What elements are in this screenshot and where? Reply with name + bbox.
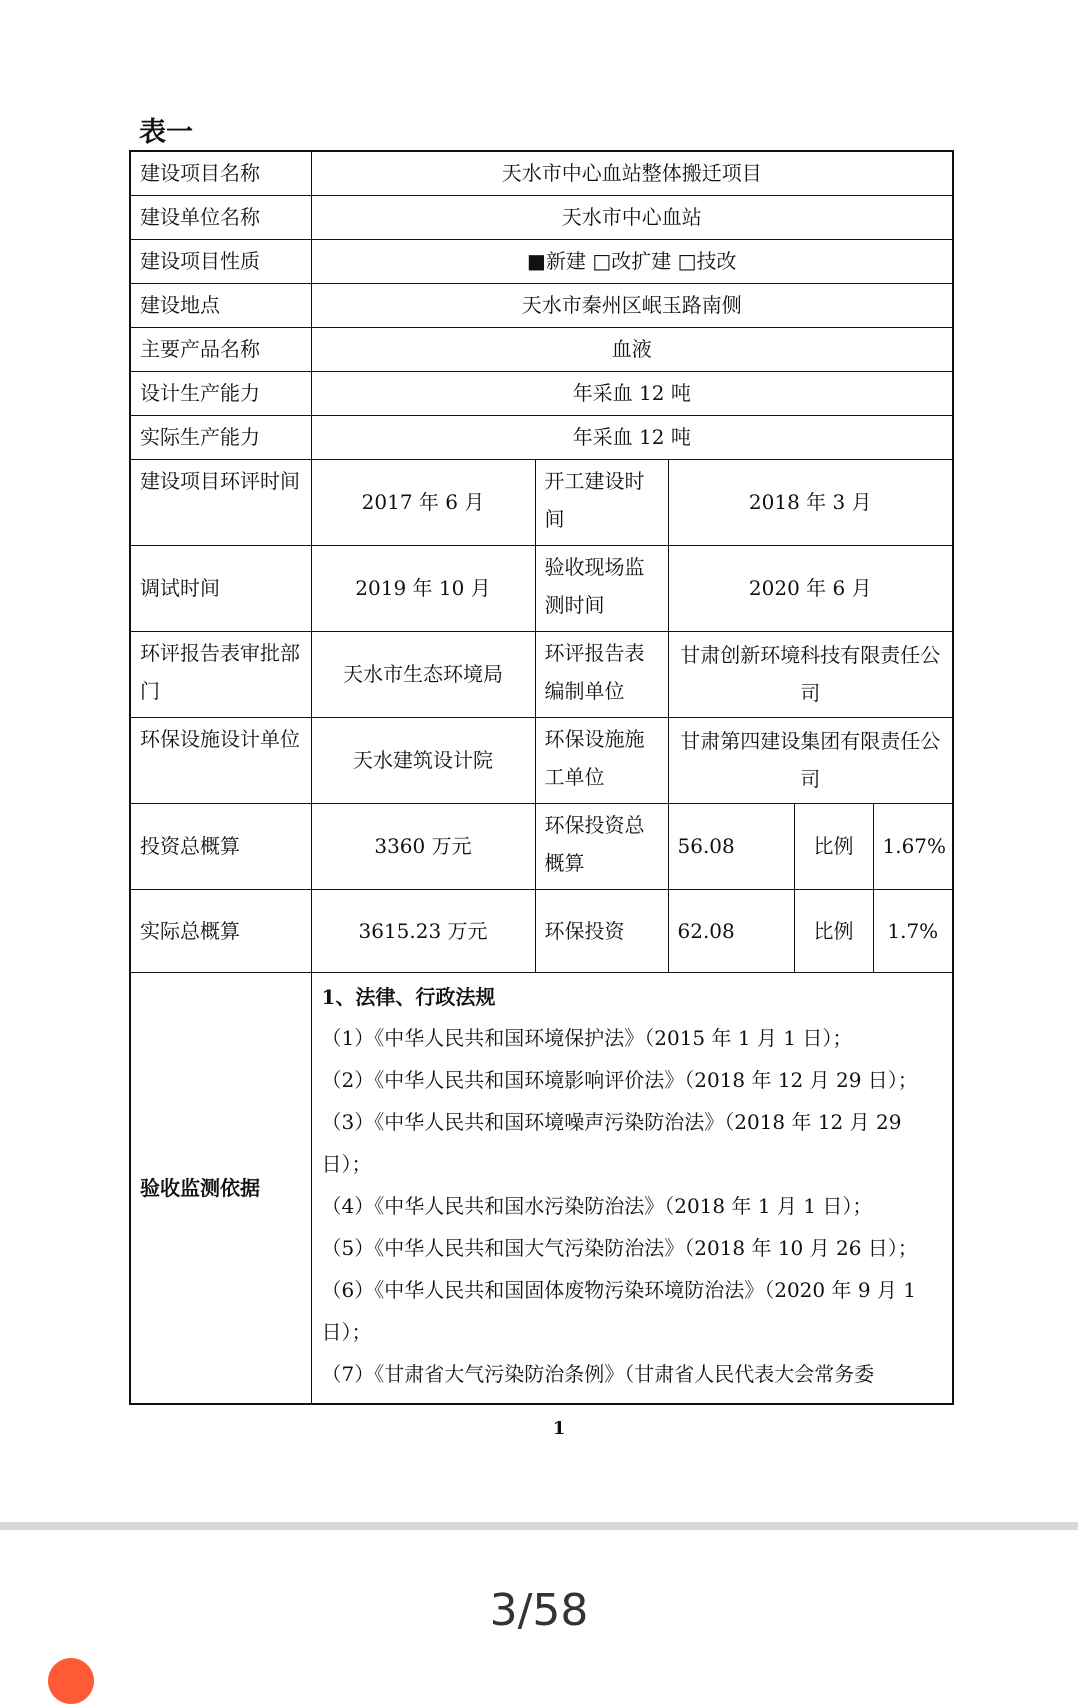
label-design-unit: 环保设施设计单位 bbox=[130, 717, 311, 803]
table-title: 表一 bbox=[139, 117, 193, 148]
table-row bbox=[130, 195, 953, 239]
value-eia-time: 2017 年 6 月 bbox=[311, 459, 535, 545]
value-monitor-time: 2020 年 6 月 bbox=[668, 545, 953, 631]
basis-item: （2）《中华人民共和国环境影响评价法》（2018 年 12 月 29 日）； bbox=[321, 1067, 918, 1092]
table-row bbox=[130, 889, 953, 972]
value-total-budget: 3360 万元 bbox=[311, 803, 535, 889]
value-ratio: 1.67% bbox=[873, 803, 953, 889]
checkbox-renovation-icon: □ bbox=[677, 249, 697, 273]
basis-item: （3）《中华人民共和国环境噪声污染防治法》（2018 年 12 月 29 日）； bbox=[321, 1109, 902, 1176]
value-env-budget: 56.08 bbox=[668, 803, 794, 889]
value-actual-capacity: 年采血 12 吨 bbox=[311, 415, 953, 459]
table-row bbox=[130, 327, 953, 371]
label-project-name: 建设项目名称 bbox=[130, 151, 311, 195]
floating-action-button[interactable] bbox=[48, 1658, 94, 1704]
table-row bbox=[130, 631, 953, 717]
value-debug-time: 2019 年 10 月 bbox=[311, 545, 535, 631]
table-row bbox=[130, 545, 953, 631]
value-start-time: 2018 年 3 月 bbox=[668, 459, 953, 545]
table-row bbox=[130, 415, 953, 459]
page-number: 1 bbox=[552, 1418, 566, 1439]
table-row bbox=[130, 717, 953, 803]
table-row bbox=[130, 151, 953, 195]
value-report-unit: 甘肃创新环境科技有限责任公司 bbox=[668, 631, 953, 717]
basis-item: （6）《中华人民共和国固体废物污染环境防治法》（2020 年 9 月 1 日）； bbox=[321, 1277, 917, 1344]
label-eia-time: 建设项目环评时间 bbox=[130, 459, 311, 545]
value-ratio-actual: 1.7% bbox=[873, 889, 953, 972]
option-renovation: 技改 bbox=[696, 249, 737, 273]
label-env-budget: 环保投资总概算 bbox=[535, 803, 668, 889]
label-actual-budget: 实际总概算 bbox=[130, 889, 311, 972]
label-approval-dept: 环评报告表审批部门 bbox=[130, 631, 311, 717]
label-ratio-actual: 比例 bbox=[794, 889, 873, 972]
basis-item: （7）《甘肃省大气污染防治条例》（甘肃省人民代表大会常务委 bbox=[321, 1361, 875, 1386]
table-row bbox=[130, 283, 953, 327]
page-indicator: 3/58 bbox=[489, 1585, 589, 1636]
table-row bbox=[130, 803, 953, 889]
value-location: 天水市秦州区岷玉路南侧 bbox=[311, 283, 953, 327]
label-monitoring-basis: 验收监测依据 bbox=[130, 972, 311, 1404]
basis-item: （1）《中华人民共和国环境保护法》（2015 年 1 月 1 日）； bbox=[321, 1025, 853, 1050]
label-start-time: 开工建设时间 bbox=[535, 459, 668, 545]
label-product: 主要产品名称 bbox=[130, 327, 311, 371]
label-design-capacity: 设计生产能力 bbox=[130, 371, 311, 415]
label-debug-time: 调试时间 bbox=[130, 545, 311, 631]
value-nature bbox=[311, 239, 953, 283]
label-monitor-time: 验收现场监测时间 bbox=[535, 545, 668, 631]
basis-item: （5）《中华人民共和国大气污染防治法》（2018 年 10 月 26 日）； bbox=[321, 1235, 918, 1260]
value-unit-name: 天水市中心血站 bbox=[311, 195, 953, 239]
label-unit-name: 建设单位名称 bbox=[130, 195, 311, 239]
basis-item: （4）《中华人民共和国水污染防治法》（2018 年 1 月 1 日）； bbox=[321, 1193, 873, 1218]
page-separator bbox=[0, 1522, 1078, 1530]
label-construction-unit: 环保设施施工单位 bbox=[535, 717, 668, 803]
table-row bbox=[130, 239, 953, 283]
checkbox-new-checked-icon: ■ bbox=[527, 249, 546, 273]
option-expand: 改扩建 bbox=[611, 249, 672, 273]
value-construction-unit: 甘肃第四建设集团有限责任公司 bbox=[668, 717, 953, 803]
label-report-unit: 环评报告表编制单位 bbox=[535, 631, 668, 717]
table-row bbox=[130, 972, 953, 1404]
option-new: 新建 bbox=[545, 249, 586, 273]
value-env-invest: 62.08 bbox=[668, 889, 794, 972]
label-location: 建设地点 bbox=[130, 283, 311, 327]
monitoring-basis-content bbox=[311, 972, 953, 1404]
table-row bbox=[130, 459, 953, 545]
project-info-table bbox=[129, 150, 954, 1405]
label-ratio: 比例 bbox=[794, 803, 873, 889]
checkbox-expand-icon: □ bbox=[592, 249, 612, 273]
label-nature: 建设项目性质 bbox=[130, 239, 311, 283]
value-product: 血液 bbox=[311, 327, 953, 371]
basis-heading: 1、法律、行政法规 bbox=[321, 984, 496, 1009]
value-design-unit: 天水建筑设计院 bbox=[311, 717, 535, 803]
table-row bbox=[130, 371, 953, 415]
value-actual-budget: 3615.23 万元 bbox=[311, 889, 535, 972]
label-actual-capacity: 实际生产能力 bbox=[130, 415, 311, 459]
value-project-name: 天水市中心血站整体搬迁项目 bbox=[311, 151, 953, 195]
label-total-budget: 投资总概算 bbox=[130, 803, 311, 889]
label-env-invest: 环保投资 bbox=[535, 889, 668, 972]
value-approval-dept: 天水市生态环境局 bbox=[311, 631, 535, 717]
value-design-capacity: 年采血 12 吨 bbox=[311, 371, 953, 415]
